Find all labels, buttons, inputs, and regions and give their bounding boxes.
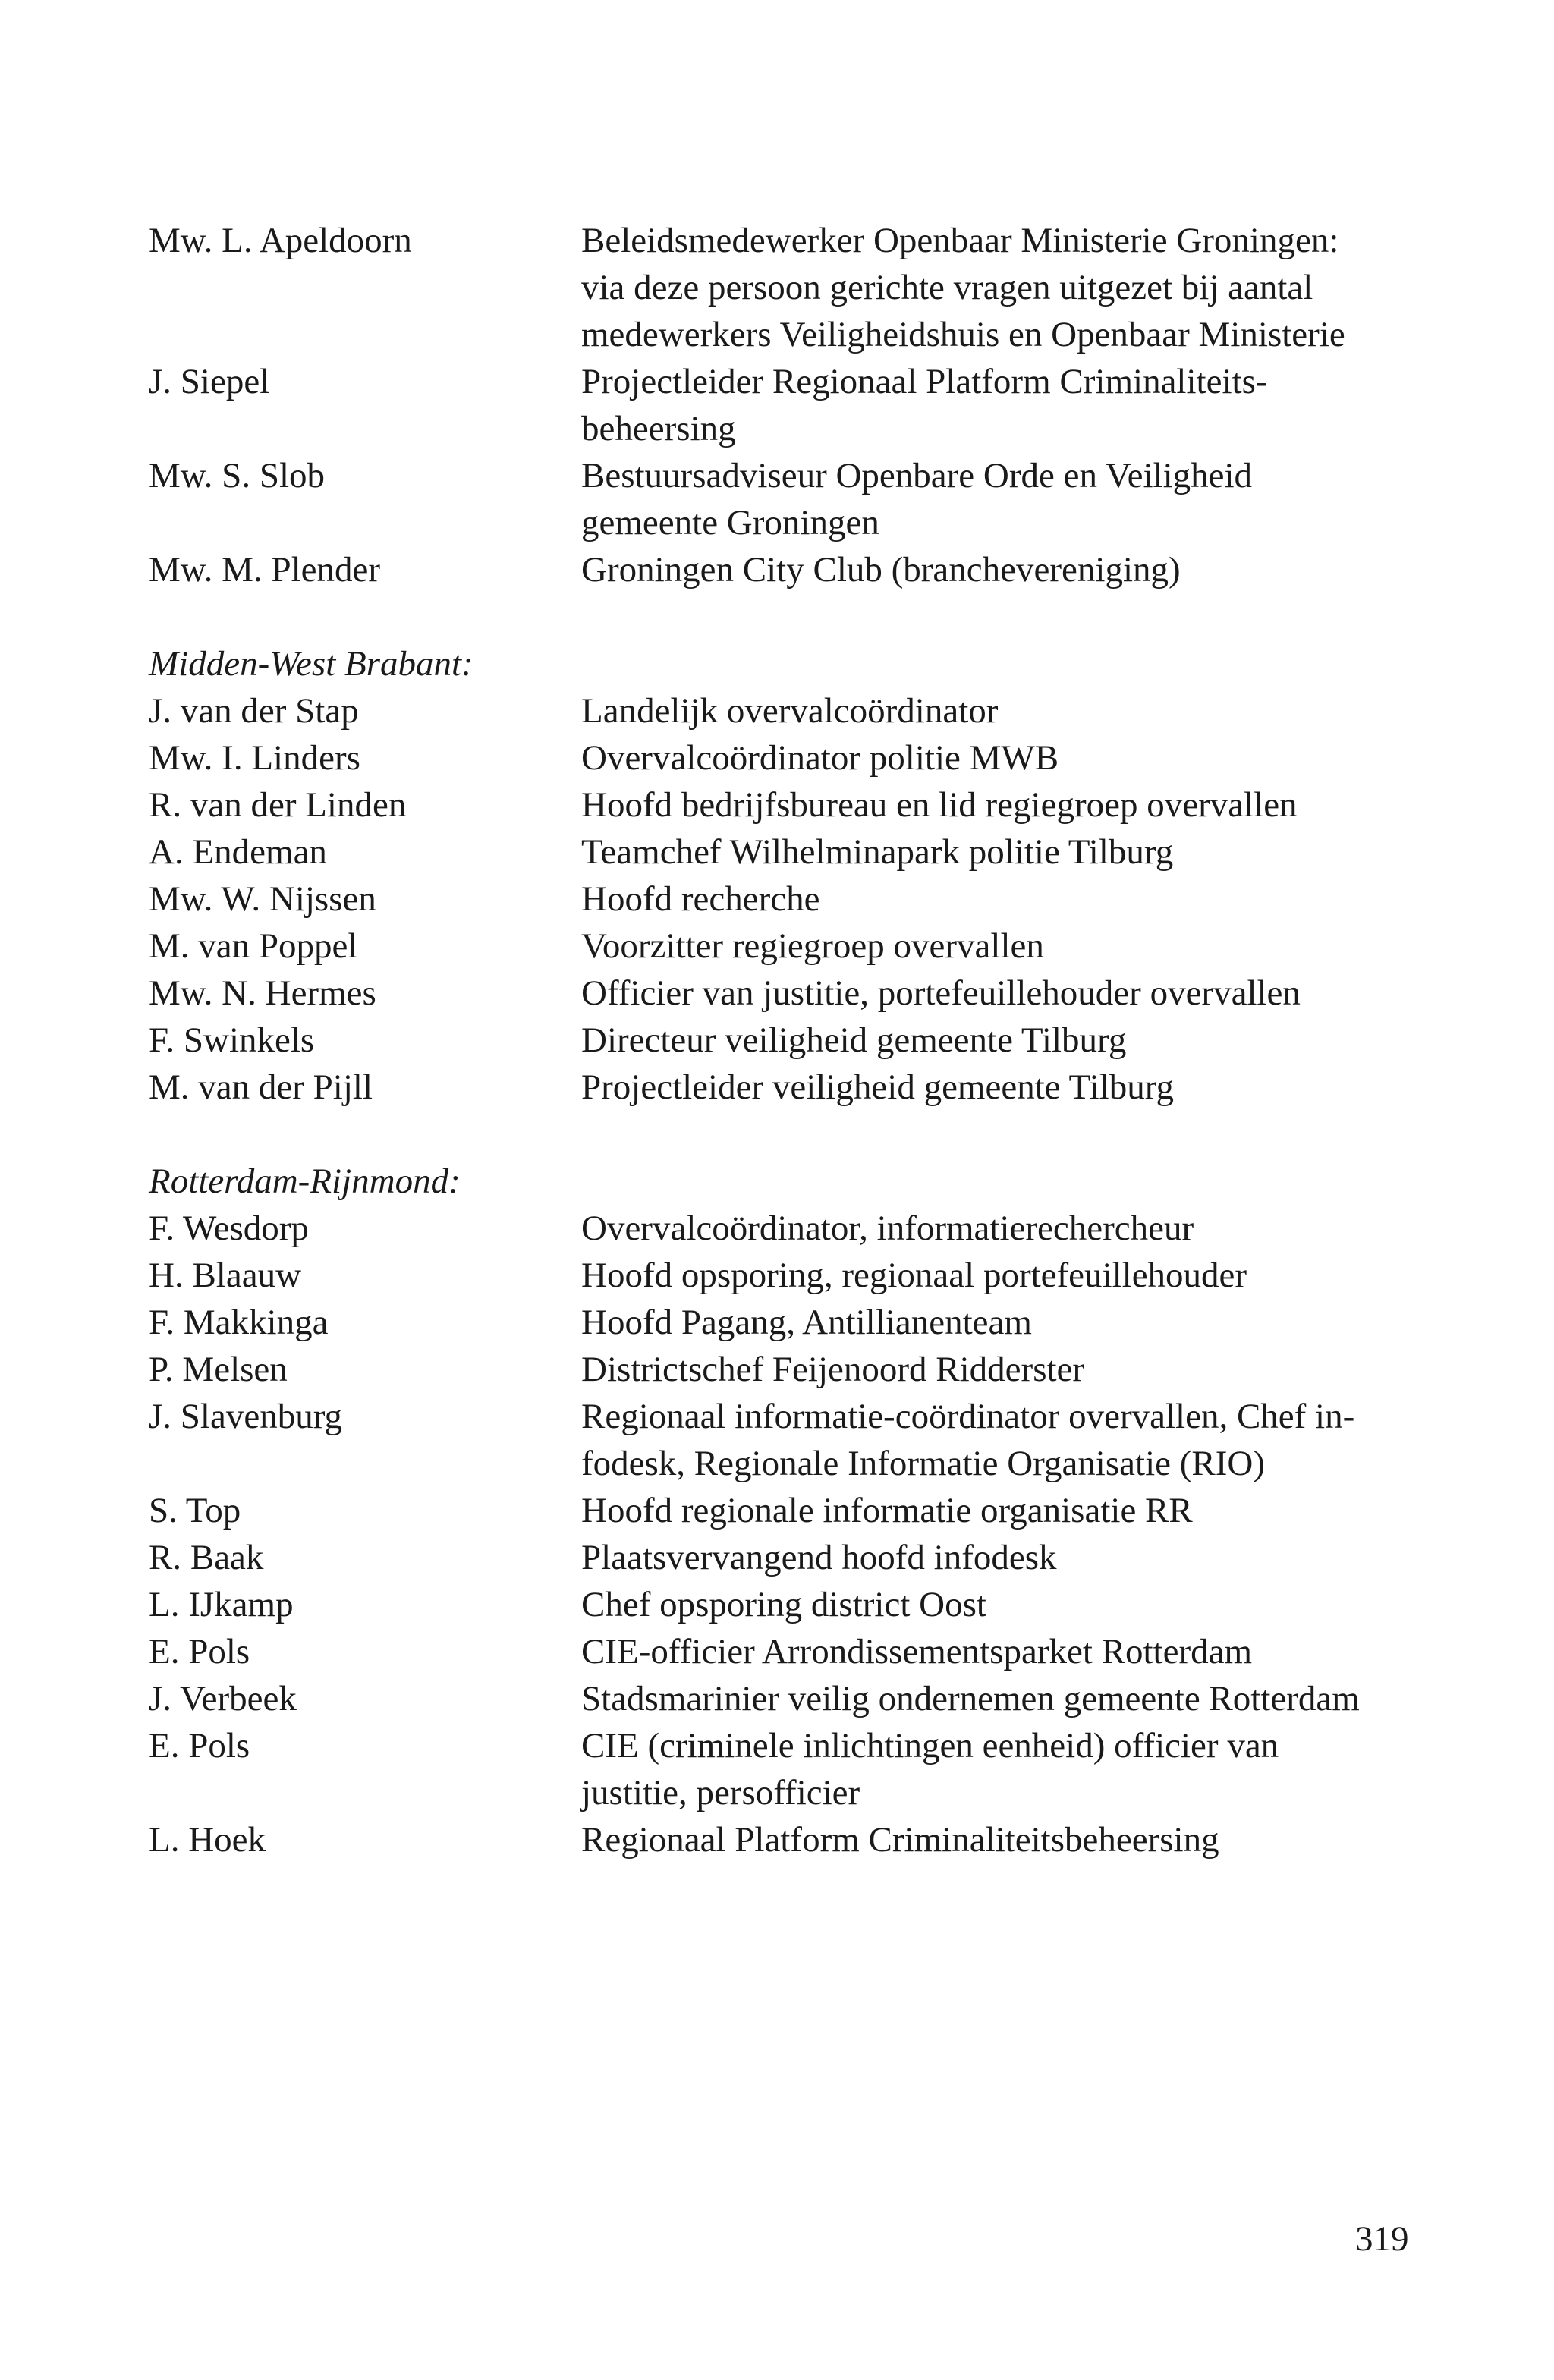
person-role <box>581 1393 1393 1487</box>
person-role <box>581 1675 1393 1722</box>
person-role <box>581 1346 1393 1393</box>
list-item <box>149 1722 1393 1816</box>
role-line: Overvalcoördinator, informatierechercheur <box>581 1209 1194 1248</box>
list-item <box>149 1816 1393 1863</box>
role-line: medewerkers Veiligheidshuis en Openbaar Ministerie <box>581 315 1345 354</box>
person-name: Mw. L. Apeldoorn <box>149 221 412 260</box>
person-role <box>581 1722 1393 1816</box>
person-name: E. Pols <box>149 1726 250 1765</box>
person-role <box>581 781 1393 828</box>
role-line: Projectleider Regionaal Platform Criminaliteits- <box>581 362 1268 401</box>
role-line: Regionaal Platform Criminaliteitsbeheersing <box>581 1820 1219 1860</box>
section-1 <box>149 640 1393 1111</box>
list-item <box>149 781 1393 828</box>
list-item <box>149 734 1393 781</box>
person-name: F. Makkinga <box>149 1303 329 1342</box>
list-item <box>149 1675 1393 1722</box>
person-name: A. Endeman <box>149 832 327 872</box>
person-role <box>581 452 1393 546</box>
person-role <box>581 1628 1393 1675</box>
role-line: Hoofd Pagang, Antillianenteam <box>581 1303 1032 1342</box>
role-line: Projectleider veiligheid gemeente Tilburg <box>581 1067 1175 1107</box>
person-name: M. van der Pijll <box>149 1067 373 1107</box>
list-item <box>149 1299 1393 1346</box>
person-role <box>581 1816 1393 1863</box>
person-role <box>581 1581 1393 1628</box>
list-item <box>149 923 1393 970</box>
role-line: Hoofd bedrijfsbureau en lid regiegroep overvallen <box>581 785 1298 825</box>
list-item <box>149 687 1393 734</box>
role-line: Voorzitter regiegroep overvallen <box>581 926 1044 966</box>
person-name: E. Pols <box>149 1632 250 1671</box>
role-line: fodesk, Regionale Informatie Organisatie (RIO) <box>581 1444 1265 1483</box>
role-line: Overvalcoördinator politie MWB <box>581 738 1059 778</box>
role-line: Districtschef Feijenoord Ridderster <box>581 1350 1085 1389</box>
list-item <box>149 1064 1393 1111</box>
person-name: P. Melsen <box>149 1350 288 1389</box>
person-name: Mw. S. Slob <box>149 456 326 495</box>
role-line: Plaatsvervangend hoofd infodesk <box>581 1538 1057 1577</box>
person-role <box>581 358 1393 452</box>
list-item <box>149 876 1393 923</box>
role-line: CIE-officier Arrondissementsparket Rotterdam <box>581 1632 1253 1671</box>
list-item <box>149 1628 1393 1675</box>
person-name: H. Blaauw <box>149 1256 302 1295</box>
role-line: Bestuursadviseur Openbare Orde en Veiligheid <box>581 456 1253 495</box>
page-number: 319 <box>1355 2219 1409 2259</box>
role-line: justitie, persofficier <box>581 1773 860 1813</box>
person-role <box>581 546 1393 593</box>
person-name: L. Hoek <box>149 1820 266 1860</box>
list-item <box>149 1534 1393 1581</box>
contact-list <box>149 217 1393 1863</box>
role-line: CIE (criminele inlichtingen eenheid) officier van <box>581 1726 1279 1765</box>
list-item <box>149 1346 1393 1393</box>
person-name: J. Siepel <box>149 362 270 401</box>
list-item <box>149 1252 1393 1299</box>
role-line: Officier van justitie, portefeuillehouder overvallen <box>581 973 1301 1013</box>
list-item <box>149 1017 1393 1064</box>
list-item <box>149 358 1393 452</box>
role-line: Stadsmarinier veilig ondernemen gemeente Rotterdam <box>581 1679 1360 1718</box>
role-line: via deze persoon gerichte vragen uitgezet bij aantal <box>581 268 1313 307</box>
section-2 <box>149 1158 1393 1863</box>
person-role <box>581 217 1393 358</box>
person-role <box>581 1017 1393 1064</box>
role-line: Groningen City Club (branchevereniging) <box>581 550 1181 589</box>
list-item <box>149 546 1393 593</box>
role-line: Hoofd recherche <box>581 879 820 919</box>
person-role <box>581 1487 1393 1534</box>
role-line: Chef opsporing district Oost <box>581 1585 986 1624</box>
list-item <box>149 828 1393 876</box>
person-name: L. IJkamp <box>149 1585 294 1624</box>
person-role <box>581 687 1393 734</box>
person-name: F. Wesdorp <box>149 1209 309 1248</box>
list-item <box>149 1205 1393 1252</box>
role-line: Teamchef Wilhelminapark politie Tilburg <box>581 832 1174 872</box>
person-name: Mw. M. Plender <box>149 550 381 589</box>
person-role <box>581 1064 1393 1111</box>
section-0 <box>149 217 1393 593</box>
person-name: Mw. I. Linders <box>149 738 360 778</box>
person-role <box>581 923 1393 970</box>
role-line: Beleidsmedewerker Openbaar Ministerie Groningen: <box>581 221 1339 260</box>
person-role <box>581 1534 1393 1581</box>
person-role <box>581 876 1393 923</box>
role-line: Hoofd regionale informatie organisatie RR <box>581 1491 1193 1530</box>
section-heading: Rotterdam-Rijnmond: <box>149 1162 461 1201</box>
person-name: J. Verbeek <box>149 1679 297 1718</box>
person-name: F. Swinkels <box>149 1020 315 1060</box>
role-line: Landelijk overvalcoördinator <box>581 691 999 731</box>
person-role <box>581 1252 1393 1299</box>
list-item <box>149 970 1393 1017</box>
role-line: Directeur veiligheid gemeente Tilburg <box>581 1020 1127 1060</box>
person-name: S. Top <box>149 1491 241 1530</box>
person-name: Mw. N. Hermes <box>149 973 376 1013</box>
list-item <box>149 1487 1393 1534</box>
person-role <box>581 734 1393 781</box>
list-item <box>149 1393 1393 1487</box>
person-name: Mw. W. Nijssen <box>149 879 376 919</box>
role-line: Hoofd opsporing, regionaal portefeuillehouder <box>581 1256 1247 1295</box>
person-role <box>581 1205 1393 1252</box>
section-heading: Midden-West Brabant: <box>149 644 473 684</box>
list-item <box>149 452 1393 546</box>
list-item <box>149 1581 1393 1628</box>
person-name: J. Slavenburg <box>149 1397 343 1436</box>
role-line: Regionaal informatie-coördinator overvallen, Chef in- <box>581 1397 1355 1436</box>
person-role <box>581 970 1393 1017</box>
person-role <box>581 1299 1393 1346</box>
role-line: beheersing <box>581 409 736 448</box>
person-name: R. van der Linden <box>149 785 407 825</box>
person-name: J. van der Stap <box>149 691 359 731</box>
person-name: M. van Poppel <box>149 926 358 966</box>
list-item <box>149 217 1393 358</box>
person-name: R. Baak <box>149 1538 264 1577</box>
role-line: gemeente Groningen <box>581 503 879 542</box>
person-role <box>581 828 1393 876</box>
